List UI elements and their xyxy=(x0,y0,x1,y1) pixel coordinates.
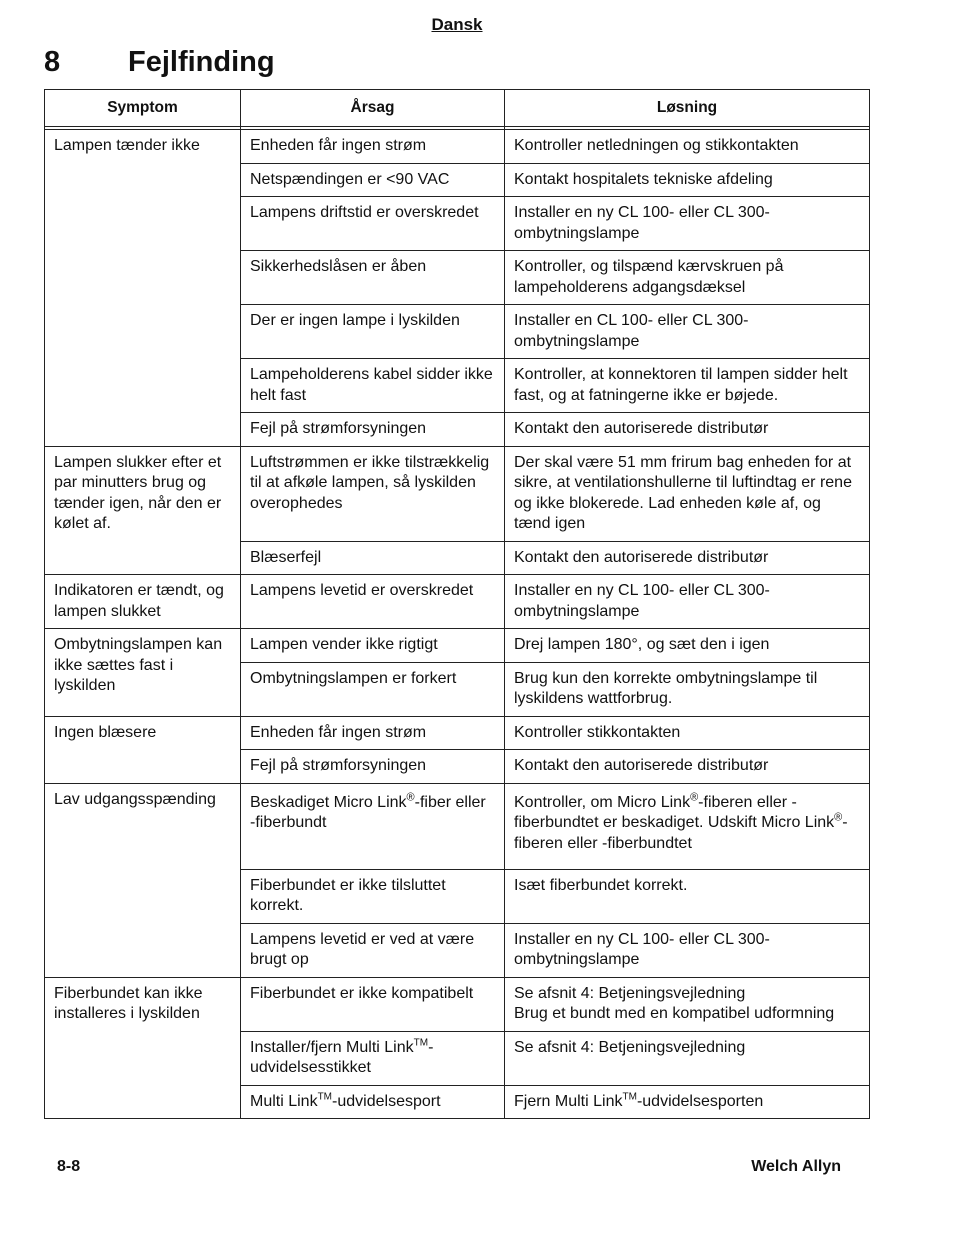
troubleshooting-table xyxy=(44,89,870,1119)
solution-cell: Drej lampen 180°, og sæt den i igen xyxy=(505,629,870,663)
cause-cell: Enheden får ingen strøm xyxy=(241,716,505,750)
cause-cell: Fiberbundet er ikke tilsluttet korrekt. xyxy=(241,869,505,923)
table-row xyxy=(45,783,870,869)
cause-cell: Blæserfejl xyxy=(241,541,505,575)
symptom-cell: Lampen slukker efter et par minutters brug og tænder igen, når den er kølet af. xyxy=(45,446,241,575)
cause-cell: Lampen vender ikke rigtigt xyxy=(241,629,505,663)
header-symptom: Symptom xyxy=(45,90,241,127)
solution-cell: Kontakt den autoriserede distributør xyxy=(505,413,870,447)
solution-cell: Isæt fiberbundet korrekt. xyxy=(505,869,870,923)
solution-cell: Installer en ny CL 100- eller CL 300-ombytningslampe xyxy=(505,575,870,629)
registered-mark: ® xyxy=(690,791,699,804)
cause-cell: Lampeholderens kabel sidder ikke helt fast xyxy=(241,359,505,413)
cause-cell: Ombytningslampen er forkert xyxy=(241,662,505,716)
cause-cell: Multi Link™-udvidelsesport xyxy=(241,1085,505,1119)
cause-cell: Sikkerhedslåsen er åben xyxy=(241,251,505,305)
trademark-mark: TM xyxy=(413,1037,429,1049)
symptom-cell: Fiberbundet kan ikke installeres i lyskilden xyxy=(45,977,241,1119)
solution-cell: Kontakt hospitalets tekniske afdeling xyxy=(505,163,870,197)
cause-cell: Lampens levetid er overskredet xyxy=(241,575,505,629)
solution-cell: Kontroller, at konnektoren til lampen sidder helt fast, og at fatningerne ikke er bøjede. xyxy=(505,359,870,413)
header-solution: Løsning xyxy=(505,90,870,127)
cause-cell: Enheden får ingen strøm xyxy=(241,130,505,164)
table-row xyxy=(45,629,870,663)
solution-cell: Installer en ny CL 100- eller CL 300-ombytningslampe xyxy=(505,923,870,977)
symptom-cell: Indikatoren er tændt, og lampen slukket xyxy=(45,575,241,629)
language-header: Dansk xyxy=(431,15,483,34)
trademark-mark: TM xyxy=(622,1091,637,1103)
trademark-mark: TM xyxy=(317,1091,333,1103)
registered-mark: ® xyxy=(406,791,415,804)
solution-cell: Se afsnit 4: Betjeningsvejledning xyxy=(505,1031,870,1085)
page-number: 8-8 xyxy=(57,1158,81,1175)
symptom-cell: Lampen tænder ikke xyxy=(45,130,241,447)
solution-cell: Kontroller stikkontakten xyxy=(505,716,870,750)
registered-mark: ® xyxy=(834,811,843,824)
solution-cell: Kontakt den autoriserede distributør xyxy=(505,541,870,575)
symptom-cell: Lav udgangsspænding xyxy=(45,783,241,977)
brand-name: Welch Allyn xyxy=(751,1158,841,1175)
chapter-heading xyxy=(44,46,275,79)
chapter-number: 8 xyxy=(44,46,61,78)
solution-cell: Fjern Multi Link™-udvidelsesporten xyxy=(505,1085,870,1119)
solution-cell: Brug kun den korrekte ombytningslampe til lyskildens wattforbrug. xyxy=(505,662,870,716)
cause-cell: Lampens driftstid er overskredet xyxy=(241,197,505,251)
solution-cell: Se afsnit 4: Betjeningsvejledning Brug et bundt med en kompatibel udformning xyxy=(505,977,870,1031)
table-row xyxy=(45,977,870,1031)
table-row xyxy=(45,130,870,164)
cause-cell: Fejl på strømforsyningen xyxy=(241,413,505,447)
table-row xyxy=(45,446,870,541)
chapter-title: Fejlfinding xyxy=(128,46,275,78)
cause-cell: Installer/fjern Multi Link™-udvidelsesstikket xyxy=(241,1031,505,1085)
cause-cell: Der er ingen lampe i lyskilden xyxy=(241,305,505,359)
cause-cell: Beskadiget Micro Link®-fiber eller -fiberbundt xyxy=(241,783,505,869)
solution-cell: Der skal være 51 mm frirum bag enheden for at sikre, at ventilationshullerne til luftindtag er rene og ikke blokerede. Lad enheden køle af, og tænd igen xyxy=(505,446,870,541)
symptom-cell: Ingen blæsere xyxy=(45,716,241,783)
cause-cell: Fiberbundet er ikke kompatibelt xyxy=(241,977,505,1031)
solution-cell: Installer en CL 100- eller CL 300-ombytningslampe xyxy=(505,305,870,359)
table-row xyxy=(45,716,870,750)
cause-cell: Netspændingen er <90 VAC xyxy=(241,163,505,197)
table-row xyxy=(45,575,870,629)
solution-cell: Kontroller netledningen og stikkontakten xyxy=(505,130,870,164)
header-cause: Årsag xyxy=(241,90,505,127)
solution-cell: Installer en ny CL 100- eller CL 300-ombytningslampe xyxy=(505,197,870,251)
table-header-row xyxy=(45,90,870,127)
cause-cell: Lampens levetid er ved at være brugt op xyxy=(241,923,505,977)
solution-cell: Kontakt den autoriserede distributør xyxy=(505,750,870,784)
solution-cell: Kontroller, og tilspænd kærvskruen på lampeholderens adgangsdæksel xyxy=(505,251,870,305)
cause-cell: Fejl på strømforsyningen xyxy=(241,750,505,784)
solution-cell: Kontroller, om Micro Link®-fiberen eller -fiberbundtet er beskadiget. Udskift Micro Link®-fiberen eller -fiberbundtet xyxy=(505,783,870,869)
symptom-cell: Ombytningslampen kan ikke sættes fast i lyskilden xyxy=(45,629,241,717)
cause-cell: Luftstrømmen er ikke tilstrækkelig til at afkøle lampen, så lyskilden overophedes xyxy=(241,446,505,541)
